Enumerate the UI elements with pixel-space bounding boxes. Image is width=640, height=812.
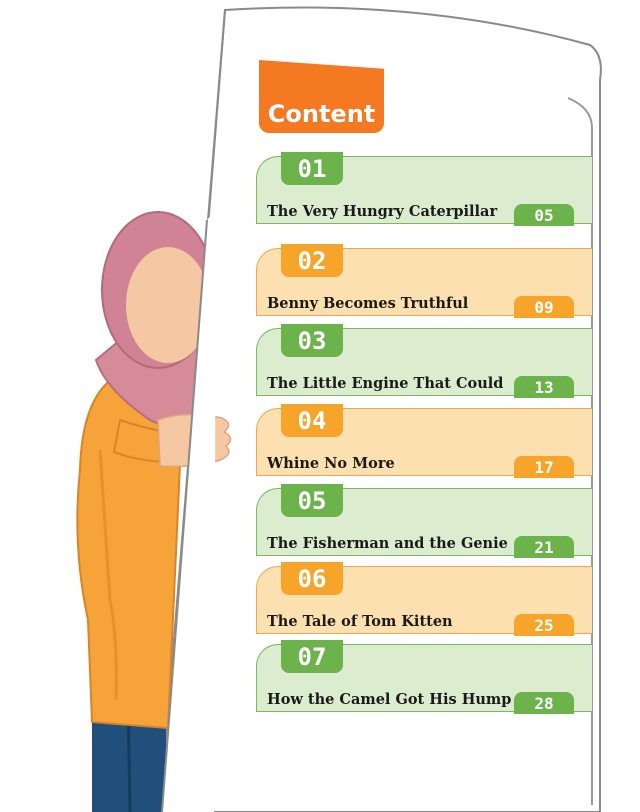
chapter-title: The Tale of Tom Kitten	[267, 613, 453, 630]
page-title: Content	[267, 100, 376, 128]
chapter-title: Benny Becomes Truthful	[267, 295, 469, 312]
toc-row[interactable]	[256, 562, 592, 636]
toc-row[interactable]	[256, 244, 592, 318]
content-header	[259, 60, 384, 133]
page-number-badge: 13	[514, 376, 574, 398]
page-number-badge: 28	[514, 692, 574, 714]
chapter-title: The Fisherman and the Genie	[267, 535, 508, 552]
page-number-badge: 05	[514, 204, 574, 226]
toc-row[interactable]	[256, 404, 592, 478]
chapter-number-badge: 02	[281, 244, 343, 277]
chapter-title: The Very Hungry Caterpillar	[267, 203, 498, 220]
toc-row[interactable]	[256, 324, 592, 398]
chapter-number-badge: 06	[281, 562, 343, 595]
chapter-number-badge: 03	[281, 324, 343, 357]
toc-row[interactable]	[256, 640, 592, 714]
chapter-title: How the Camel Got His Hump	[267, 691, 512, 708]
chapter-title: Whine No More	[267, 455, 395, 472]
chapter-title: The Little Engine That Could	[267, 375, 504, 392]
chapter-number-badge: 04	[281, 404, 343, 437]
chapter-number-badge: 05	[281, 484, 343, 517]
page-number-badge: 21	[514, 536, 574, 558]
toc-row[interactable]	[256, 152, 592, 226]
chapter-number-badge: 07	[281, 640, 343, 673]
chapter-number-badge: 01	[281, 152, 343, 185]
page-number-badge: 25	[514, 614, 574, 636]
page-number-badge: 17	[514, 456, 574, 478]
page-number-badge: 09	[514, 296, 574, 318]
toc-row[interactable]	[256, 484, 592, 558]
